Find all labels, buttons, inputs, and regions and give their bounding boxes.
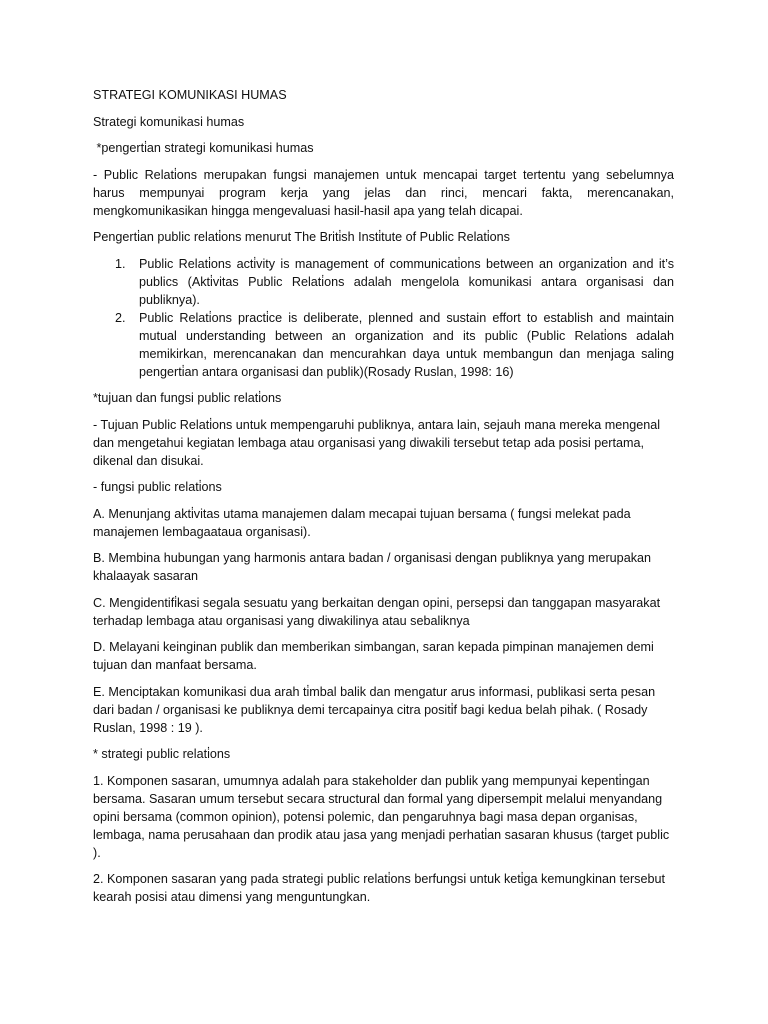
fungsi-item-e: E. Menciptakan komunikasi dua arah ti̇mbal balik dan mengatur arus informasi, publikasi serta pesan dari badan / organisasi ke publiknya demi tercapainya citra positi̇f bagi kedua belah pihak. ( Rosady Ruslan, 1998 : 19 ). xyxy=(93,684,656,735)
document-subtitle: Strategi komunikasi humas xyxy=(93,114,245,129)
document-page xyxy=(93,86,674,906)
section-heading-pengertian: *pengerti̇an strategi komunikasi humas xyxy=(93,141,314,155)
document-title: STRATEGI KOMUNIKASI HUMAS xyxy=(93,88,287,102)
fungsi-item-d: D. Melayani keinginan publik dan memberikan simbangan, saran kepada pimpinan manajemen demi tujuan dan manfaat bersama. xyxy=(93,640,654,672)
list-item-text: Public Relati̇ons acti̇vity is management of communicati̇ons between an organizati̇on and it’s publics (Akti̇vitas Public Relati̇ons adalah mengelola komunikasi antara organisasi dan publiknya). xyxy=(139,256,674,307)
section-heading-bips: Pengerti̇an public relati̇ons menurut The Briti̇sh Insti̇tute of Public Relati̇ons xyxy=(93,230,510,244)
pengertian-paragraph: - Public Relati̇ons merupakan fungsi manajemen untuk mencapai target tertentu yang sebelumnya harus mempunyai program kerja yang jelas dan rinci, mencari fakta, merencanakan, mengkomunikasikan hingga mengevaluasi hasil-hasil apa yang telah dicapai. xyxy=(93,167,674,218)
list-item xyxy=(93,309,674,381)
list-item xyxy=(93,255,674,309)
list-item-text: Public Relati̇ons practi̇ce is deliberate, plenned and sustain effort to establish and maintain mutual understanding between an organization and its public (Public Relati̇ons adalah memikirkan, merencanakan dan mencurahkan daya untuk membangun dan menjaga saling pengerti̇an antara organisasi dan publik)(Rosady Ruslan, 1998: 16) xyxy=(139,310,674,379)
list-item-number: 2. xyxy=(115,310,126,325)
list-item-number: 1. xyxy=(115,256,126,271)
fungsi-item-c: C. Mengidentifi̇kasi segala sesuatu yang berkaitan dengan opini, persepsi dan tanggapan masyarakat terhadap lembaga atau organisasi yang diwakilinya atau sebaliknya xyxy=(93,595,661,628)
bips-numbered-list xyxy=(93,255,674,381)
section-heading-strategi: * strategi public relati̇ons xyxy=(93,747,231,761)
tujuan-paragraph: - Tujuan Public Relati̇ons untuk mempengaruhi publiknya, antara lain, sejauh mana mereka mengenal dan mengetahui kegiatan lembaga atau organisasi yang diwakili tersebut tetap ada posisi pertama, dikenal dan disukai. xyxy=(93,417,661,468)
section-heading-tujuan: *tujuan dan fungsi public relati̇ons xyxy=(93,391,282,405)
strategi-item-2: 2. Komponen sasaran yang pada strategi public relati̇ons berfungsi untuk keti̇ga kemungkinan tersebut kearah posisi atau dimensi yang menguntungkan. xyxy=(93,872,665,904)
section-heading-fungsi: - fungsi public relati̇ons xyxy=(93,480,222,494)
strategi-item-1: 1. Komponen sasaran, umumnya adalah para stakeholder dan publik yang mempunyai kepenti̇ngan bersama. Sasaran umum tersebut secara structural dan formal yang dipersempit melalui menyandang opini bersama (common opinion), potensi polemic, dan pengaruhnya bagi masa depan organisas, lembaga, nama perusahaan dan prodik atau jasa yang menjadi perhati̇an sasaran khusus (target public ). xyxy=(93,773,670,860)
fungsi-item-b: B. Membina hubungan yang harmonis antara badan / organisasi dengan publiknya yang merupakan khalaayak sasaran xyxy=(93,551,651,583)
fungsi-item-a: A. Menunjang akti̇vitas utama manajemen dalam mecapai tujuan bersama ( fungsi melekat pada manajemen lembagaataua organisasi). xyxy=(93,506,631,539)
